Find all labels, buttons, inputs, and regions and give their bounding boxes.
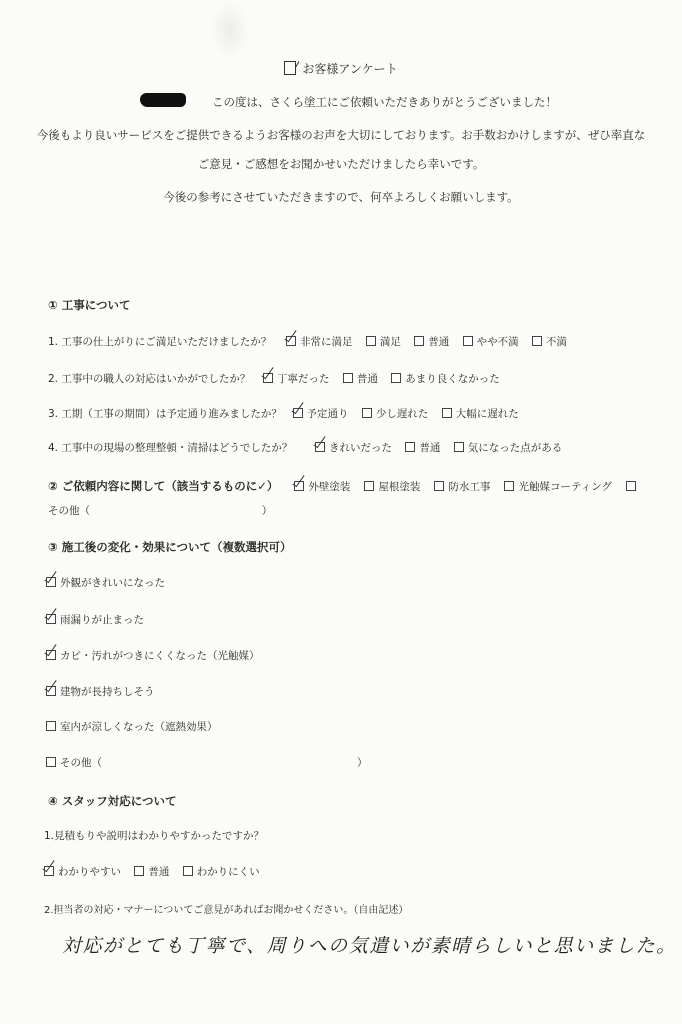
checkbox[interactable] xyxy=(366,336,376,346)
option-label: わかりやすい xyxy=(58,866,121,878)
option-label: 外壁塗装 xyxy=(308,481,351,493)
checkbox[interactable] xyxy=(442,408,452,418)
option-label: 普通 xyxy=(148,866,170,878)
option-item[interactable] xyxy=(504,479,611,494)
effect-label: 室内が涼しくなった（遮熱効果） xyxy=(60,721,218,733)
question-1 xyxy=(48,334,577,349)
option-item[interactable] xyxy=(263,371,330,386)
option-item[interactable] xyxy=(414,334,449,349)
checkbox[interactable] xyxy=(434,481,444,491)
option-item[interactable] xyxy=(362,406,429,421)
effect-item[interactable] xyxy=(46,612,144,627)
option-label: やや不満 xyxy=(476,336,519,348)
option-item[interactable] xyxy=(134,864,169,879)
option-label: 屋根塗装 xyxy=(378,481,421,493)
option-label: きれいだった xyxy=(329,442,393,454)
checkbox[interactable] xyxy=(405,442,415,452)
effect-item[interactable] xyxy=(46,648,260,663)
option-item[interactable] xyxy=(343,371,378,386)
option-item[interactable] xyxy=(405,440,440,455)
other-close: ） xyxy=(261,505,273,517)
section2-header: ② ご依頼内容に関して（該当するものに✓） xyxy=(48,479,279,493)
section4-header: ④ スタッフ対応について xyxy=(48,794,177,808)
intro-line2: ご意見・ご感想をお聞かせいただけましたら幸いです。 xyxy=(197,157,485,171)
checkbox-other[interactable] xyxy=(626,481,636,491)
effect-item-other[interactable] xyxy=(46,755,368,770)
section2-other xyxy=(48,503,272,518)
option-item[interactable] xyxy=(183,864,260,879)
option-label: 気になった点がある xyxy=(467,442,563,454)
checkbox[interactable] xyxy=(463,336,473,346)
option-label: 光触媒コーティング xyxy=(518,481,612,493)
checkbox[interactable] xyxy=(134,866,144,876)
option-item[interactable] xyxy=(294,479,350,494)
question-text: 2. 工事中の職人の対応はいかがでしたか？ xyxy=(48,373,251,385)
checkbox-checked[interactable] xyxy=(263,373,273,383)
paper-smudge xyxy=(210,0,250,60)
checkbox-checked[interactable] xyxy=(46,686,56,696)
option-item[interactable] xyxy=(315,440,392,455)
checkbox[interactable] xyxy=(343,373,353,383)
checkbox[interactable] xyxy=(532,336,542,346)
question-3 xyxy=(48,406,529,421)
survey-title-text: お客様アンケート xyxy=(302,62,398,76)
staff-question-1: 1.見積もりや説明はわかりやすかったですか？ xyxy=(44,830,265,842)
option-item[interactable] xyxy=(532,334,567,349)
option-label: 少し遅れた xyxy=(375,408,429,420)
checkbox[interactable] xyxy=(391,373,401,383)
intro-line1: 今後もより良いサービスをご提供できるようお客様のお声を大切にしております。お手数おかけしますが、ぜひ率直な xyxy=(36,128,646,142)
effect-item[interactable] xyxy=(46,575,165,590)
other-close: ） xyxy=(357,757,368,769)
checkbox-checked[interactable] xyxy=(46,614,56,624)
option-label: 不満 xyxy=(545,336,567,348)
checkbox-checked[interactable] xyxy=(44,866,54,876)
option-label: 丁寧だった xyxy=(277,373,330,385)
checkbox-checked[interactable] xyxy=(294,481,304,491)
option-label: 普通 xyxy=(419,442,441,454)
checkbox[interactable] xyxy=(183,866,193,876)
checkbox[interactable] xyxy=(414,336,424,346)
checkbox-checked[interactable] xyxy=(293,408,303,418)
memo-icon xyxy=(284,61,296,75)
question-2 xyxy=(48,371,510,386)
option-item[interactable] xyxy=(442,406,519,421)
option-item[interactable] xyxy=(463,334,519,349)
redacted-name xyxy=(140,93,186,107)
checkbox-checked[interactable] xyxy=(286,336,296,346)
option-item[interactable] xyxy=(286,334,353,349)
effect-label: 雨漏りが止まった xyxy=(60,614,144,626)
handwritten-answer: 対応がとても丁寧で、周りへの気遣いが素晴らしいと思いました。 xyxy=(62,935,677,957)
option-item[interactable] xyxy=(293,406,349,421)
option-label: 大幅に遅れた xyxy=(455,408,519,420)
intro-thanks: この度は、さくら塗工にご依頼いただきありがとうございました！ xyxy=(212,95,557,109)
option-label: 非常に満足 xyxy=(300,336,353,348)
option-item[interactable] xyxy=(44,864,121,879)
option-item[interactable] xyxy=(454,440,563,455)
checkbox[interactable] xyxy=(504,481,514,491)
option-label: 予定通り xyxy=(306,408,349,420)
checkbox[interactable] xyxy=(364,481,374,491)
checkbox[interactable] xyxy=(362,408,372,418)
option-label: 普通 xyxy=(428,336,450,348)
effect-item[interactable] xyxy=(46,719,218,734)
checkbox[interactable] xyxy=(46,721,56,731)
staff-question-2: 2.担当者の対応・マナーについてご意見があればお聞かせください。（自由記述） xyxy=(44,905,409,916)
option-label: あまり良くなかった xyxy=(405,373,500,385)
option-label: 満足 xyxy=(379,336,401,348)
question-text: 4. 工事中の現場の整理整頓・清掃はどうでしたか？ xyxy=(48,442,293,454)
effect-label: 外観がきれいになった xyxy=(60,577,165,589)
intro-line3: 今後の参考にさせていただきますので、何卒よろしくお願いします。 xyxy=(163,190,519,204)
checkbox-checked[interactable] xyxy=(46,650,56,660)
question-text: 3. 工期（工事の期間）は予定通り進みましたか？ xyxy=(48,408,282,420)
effect-label: カビ・汚れがつきにくくなった（光触媒） xyxy=(60,650,260,662)
option-label: 防水工事 xyxy=(448,481,491,493)
other-label: その他（ xyxy=(48,505,90,517)
checkbox-checked[interactable] xyxy=(46,577,56,587)
option-label: 普通 xyxy=(356,373,378,385)
option-label: わかりにくい xyxy=(196,866,260,878)
option-item[interactable] xyxy=(391,371,500,386)
option-item[interactable] xyxy=(434,479,490,494)
section1-header: ① 工事について xyxy=(48,298,131,312)
survey-title xyxy=(0,60,682,77)
section3-header: ③ 施工後の変化・効果について（複数選択可） xyxy=(48,540,292,554)
question-text: 1. 工事の仕上がりにご満足いただけましたか？ xyxy=(48,336,272,348)
effect-item[interactable] xyxy=(46,684,155,699)
staff-q1-options xyxy=(44,864,270,879)
option-item[interactable] xyxy=(366,334,401,349)
section2-row xyxy=(48,478,640,494)
effect-label: その他（ xyxy=(60,757,102,769)
effect-label: 建物が長持ちしそう xyxy=(60,686,155,698)
checkbox[interactable] xyxy=(454,442,464,452)
checkbox[interactable] xyxy=(46,757,56,767)
option-item[interactable] xyxy=(364,479,420,494)
question-4 xyxy=(48,440,572,455)
checkbox-checked[interactable] xyxy=(315,442,325,452)
